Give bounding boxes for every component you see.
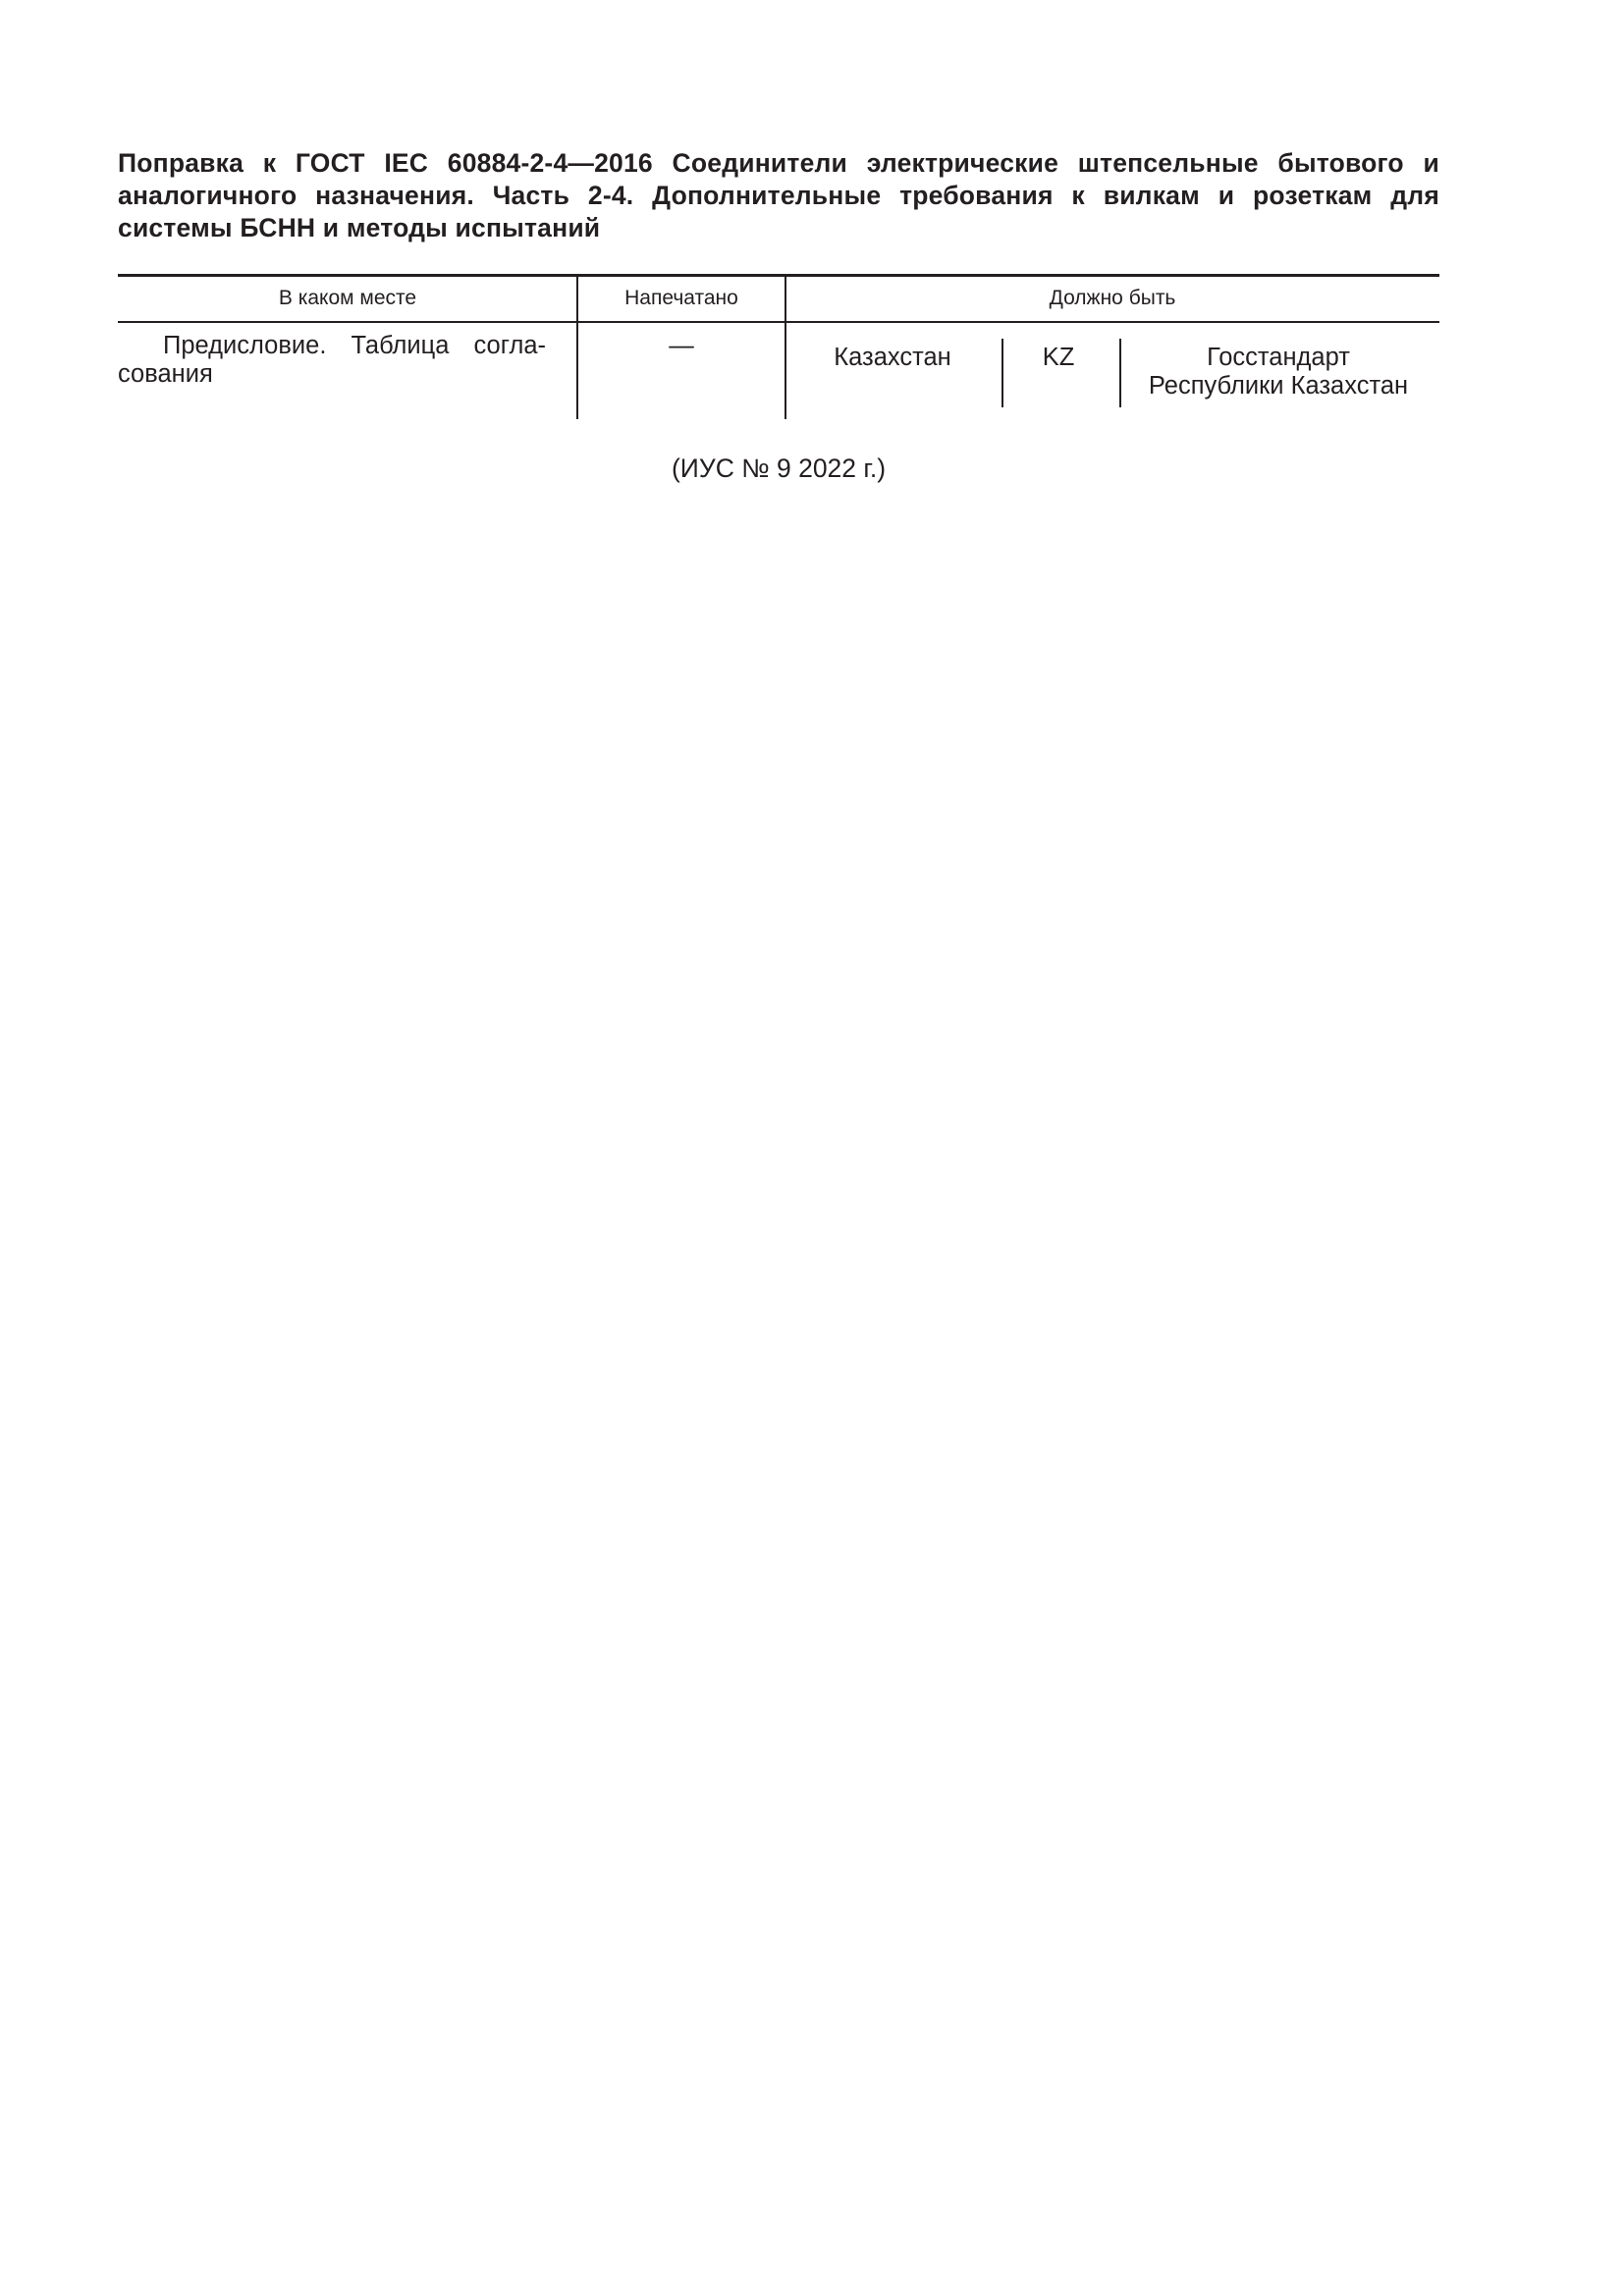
cell-country-code: KZ xyxy=(1042,344,1075,371)
header-where: В каком месте xyxy=(278,287,417,309)
cell-standards-body xyxy=(1117,344,1439,400)
cell-where xyxy=(118,332,546,389)
cell-printed: — xyxy=(669,332,694,359)
table-top-rule xyxy=(118,274,1439,277)
header-should-be: Должно быть xyxy=(1049,287,1176,309)
cell-country: Казахстан xyxy=(834,344,951,371)
header-printed: Напечатано xyxy=(624,287,738,309)
title-line-2: аналогичного назначения. Часть 2-4. Дополнительные требования к вилкам и розеткам для xyxy=(118,181,1439,210)
title-line-3: системы БСНН и методы испытаний xyxy=(118,213,601,242)
title-line-1: Поправка к ГОСТ IEC 60884-2-4—2016 Соединители электрические штепсельные бытового и xyxy=(118,148,1439,178)
cell-standards-body-line-2: Республики Казахстан xyxy=(1148,372,1409,400)
cell-where-line-1: Предисловие. Таблица согла- xyxy=(163,332,546,359)
cell-standards-body-line-1: Госстандарт xyxy=(1207,344,1350,371)
source-reference: (ИУС № 9 2022 г.) xyxy=(671,454,887,483)
cell-where-line-2: сования xyxy=(118,360,213,388)
table-header-rule xyxy=(118,321,1439,323)
document-title xyxy=(118,147,1439,244)
